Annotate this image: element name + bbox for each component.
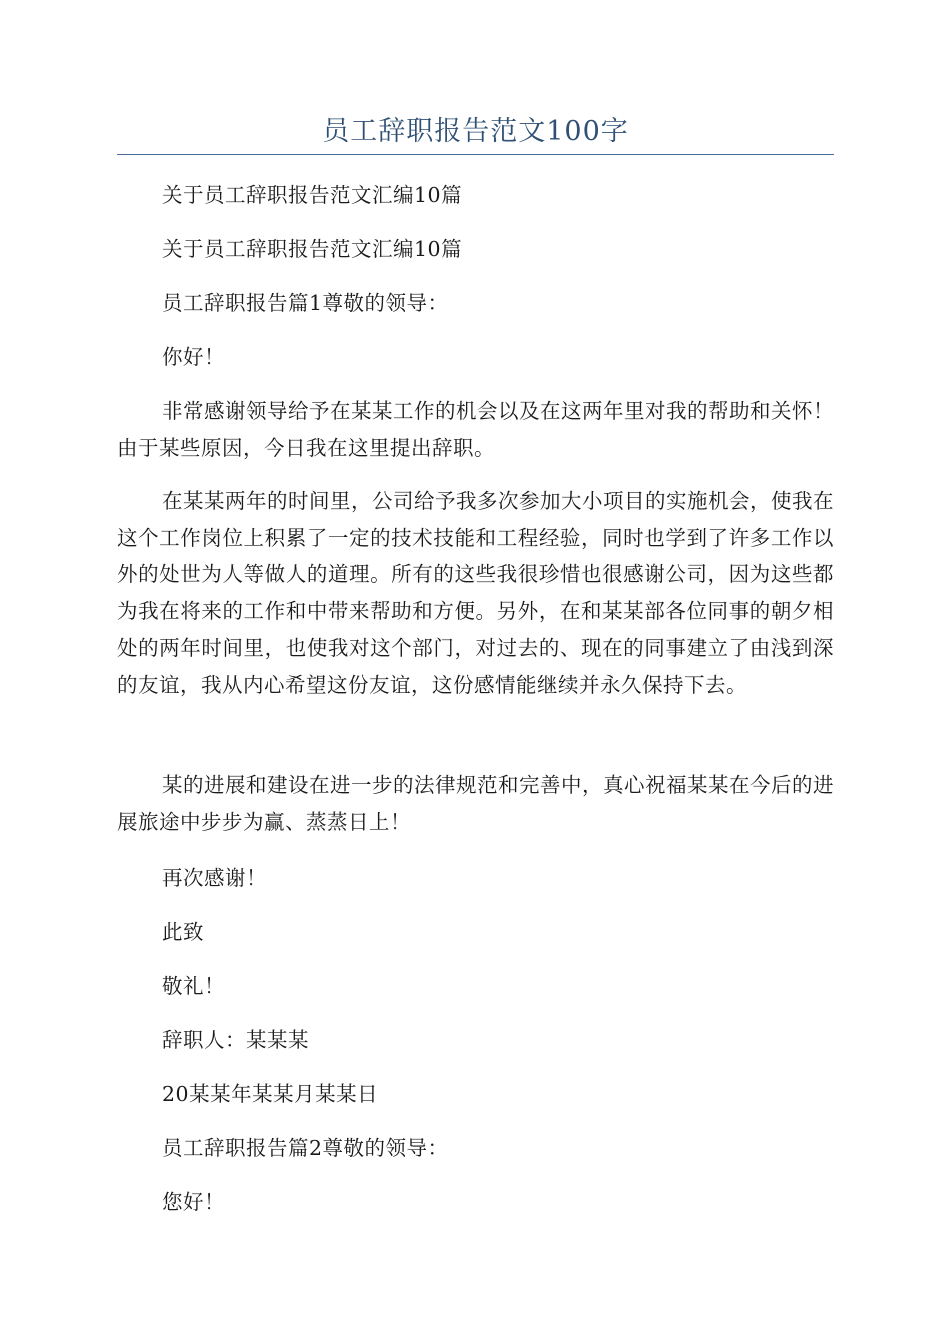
- document-title: 员工辞职报告范文100字: [322, 116, 629, 147]
- paragraph-intro-1: 关于员工辞职报告范文汇编10篇: [162, 183, 463, 207]
- paragraph-salutation-1: 员工辞职报告篇1尊敬的领导：: [162, 291, 449, 315]
- paragraph-greeting-2: 您好！: [162, 1190, 225, 1214]
- paragraph-closing: 此致: [162, 920, 204, 944]
- title-underline: [117, 154, 834, 155]
- paragraph-body: 在某某两年的时间里，公司给予我多次参加大小项目的实施机会，使我在这个工作岗位上积累了一定的技术技能和工程经验，同时也学到了许多工作以外的处世为人等做人的道理。所有的这些我很珍惜也很感谢公司，因为这些都为我在将来的工作和中带来帮助和方便。另外，在和某某部各位同事的朝夕相处的两年时间里，也使我对这个部门，对过去的、现在的同事建立了由浅到深的友谊，我从内心希望这份友谊，这份感情能继续并永久保持下去。: [117, 489, 834, 697]
- paragraph-regards: 敬礼！: [162, 974, 225, 998]
- paragraph-date: 20某某年某某月某某日: [162, 1082, 379, 1106]
- paragraph-thanks: 非常感谢领导给予在某某工作的机会以及在这两年里对我的帮助和关怀！由于某些原因，今日我在这里提出辞职。: [117, 399, 834, 460]
- paragraph-salutation-2: 员工辞职报告篇2尊敬的领导：: [162, 1136, 449, 1160]
- paragraph-signer: 辞职人：某某某: [162, 1028, 309, 1052]
- paragraph-blessing: 某的进展和建设在进一步的法律规范和完善中，真心祝福某某在今后的进展旅途中步步为赢、蒸蒸日上！: [117, 773, 834, 834]
- paragraph-greeting-1: 你好！: [162, 345, 225, 369]
- paragraph-thanks-again: 再次感谢！: [162, 866, 267, 890]
- paragraph-intro-2: 关于员工辞职报告范文汇编10篇: [162, 237, 463, 261]
